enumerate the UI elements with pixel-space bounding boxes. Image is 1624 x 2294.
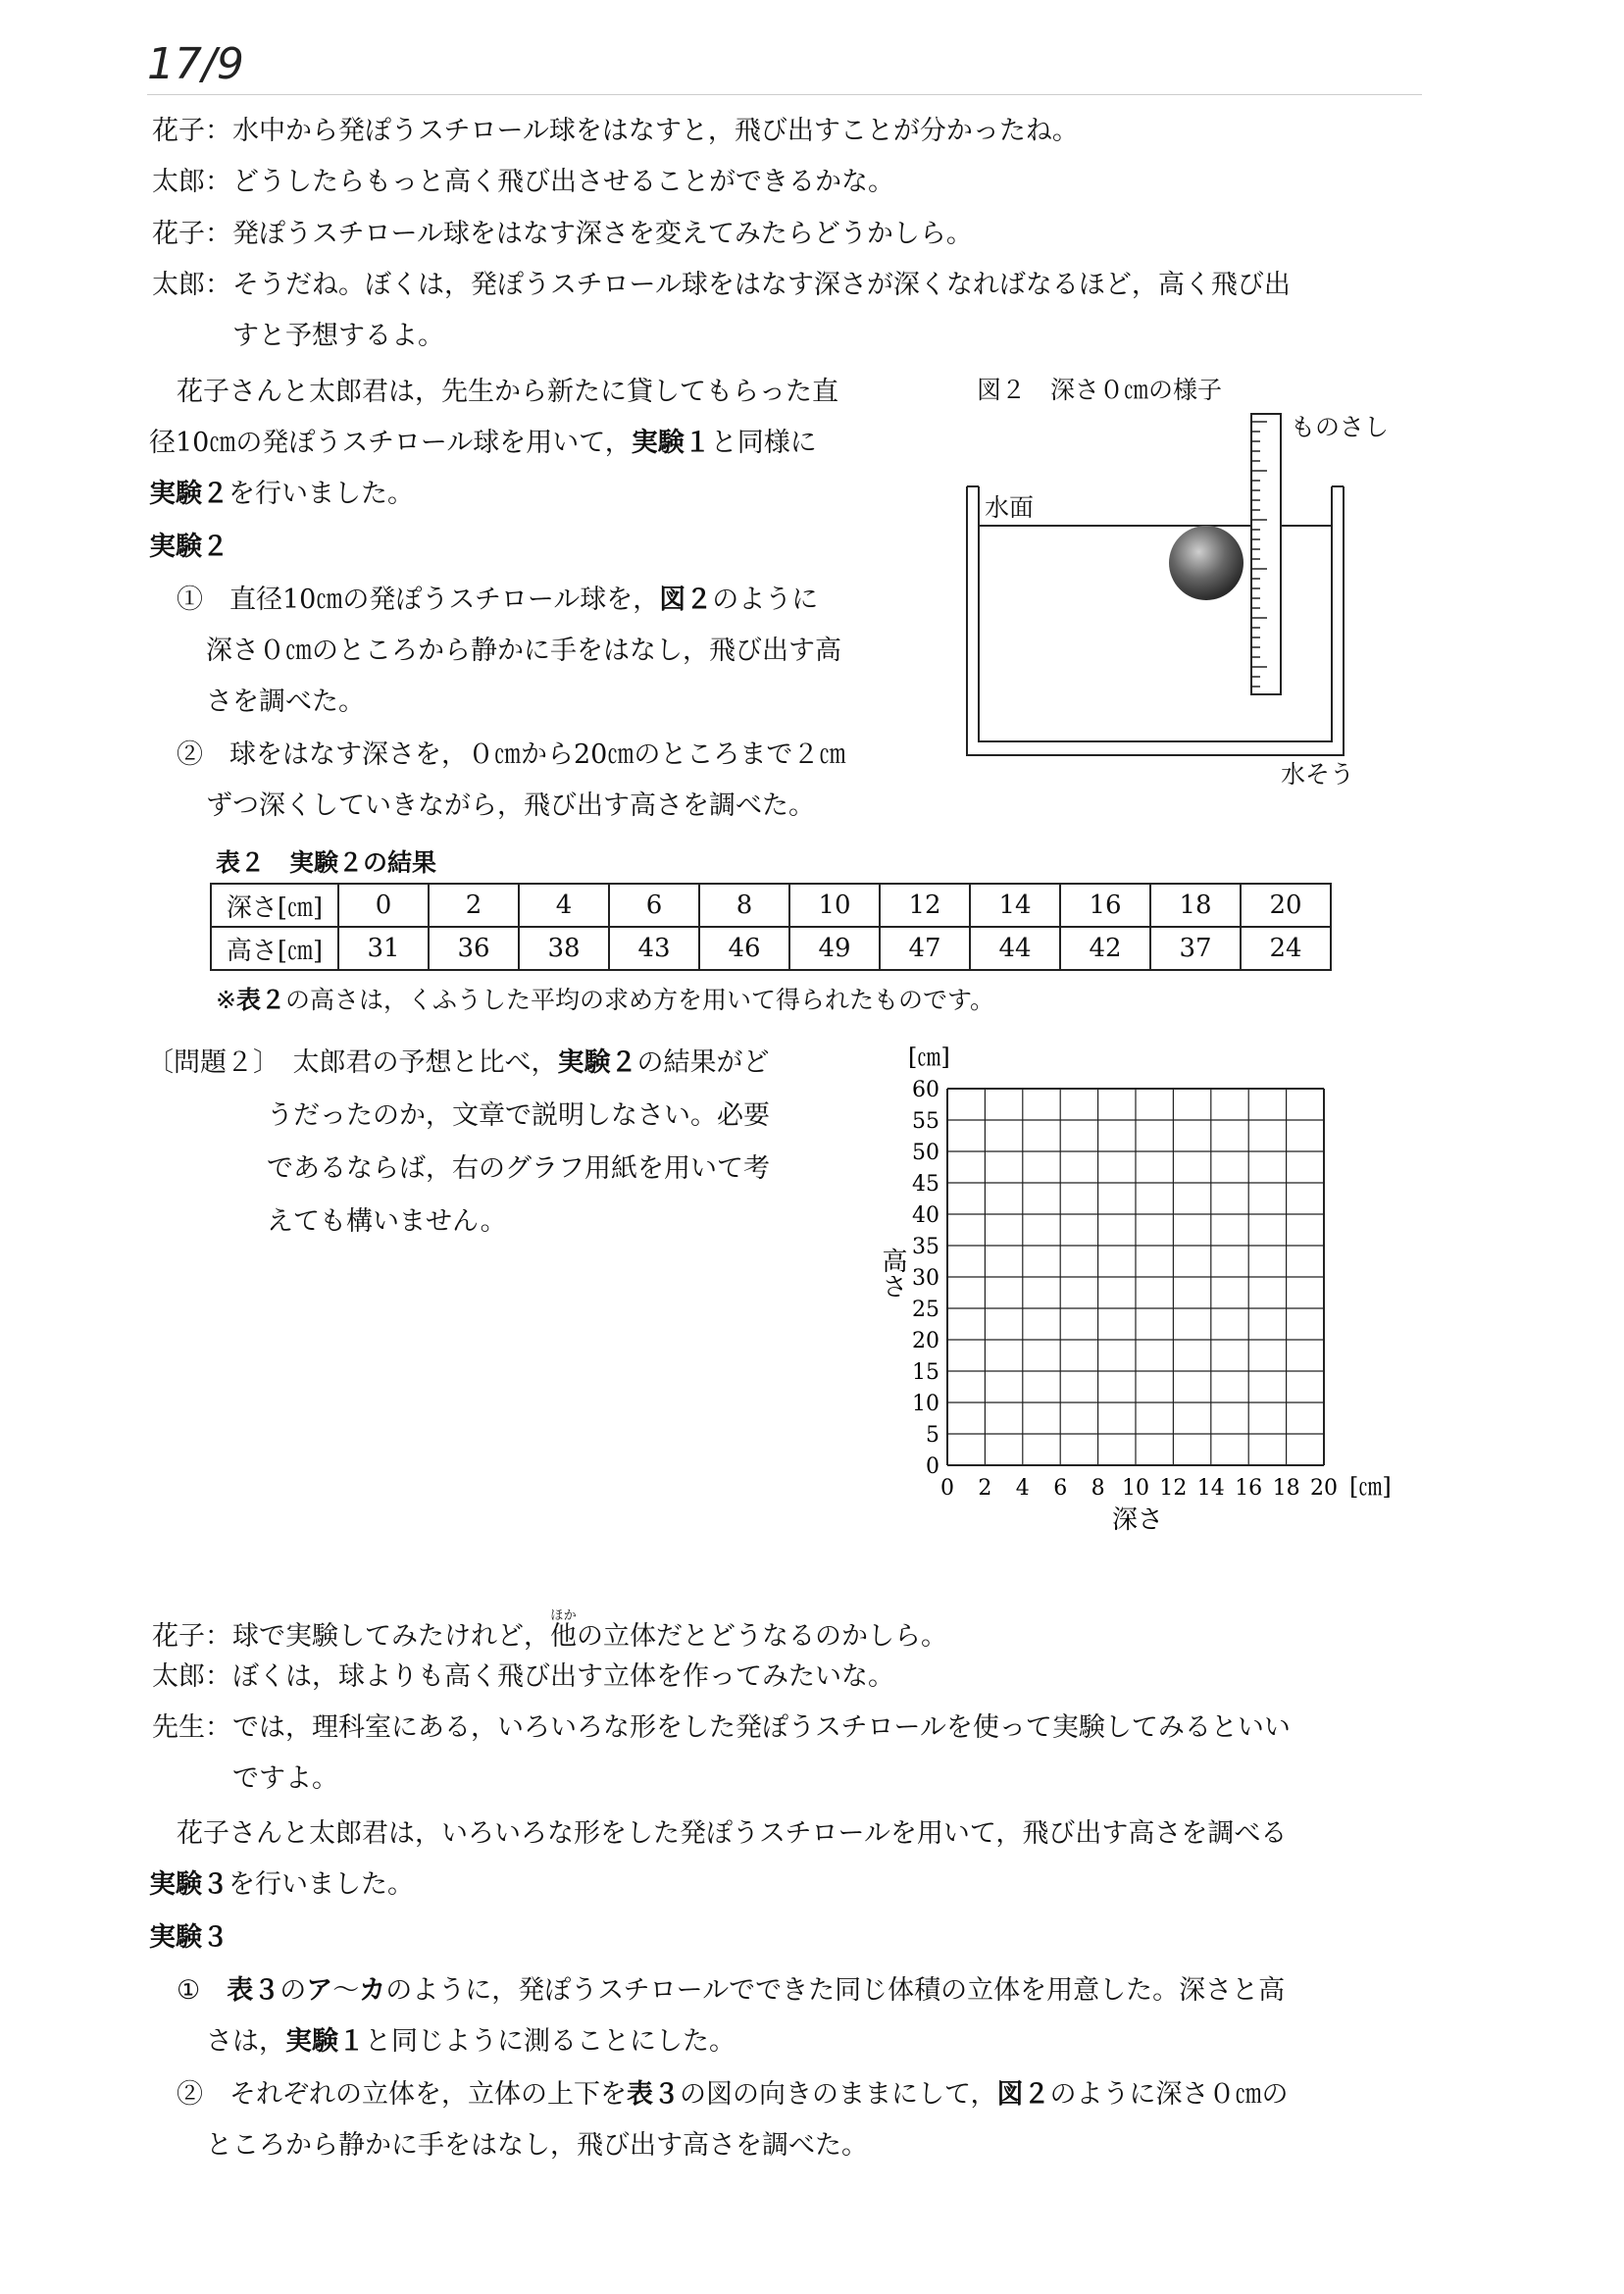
y-tick-label: 60 <box>912 1078 939 1102</box>
table-cell: 6 <box>609 884 699 927</box>
question2-line: うだったのか，文章で説明しなさい。必要 <box>267 1100 770 1131</box>
dialogue-text: どうしたらもっと高く飛び出させることができるかな。 <box>232 167 894 197</box>
exp3-step2-line: ところから静かに手をはなし，飛び出す高さを調べた。 <box>206 2130 868 2161</box>
exp2-step1-line: 深さ０㎝のところから静かに手をはなし，飛び出す高 <box>206 636 841 666</box>
ruler-label: ものさし <box>1291 413 1390 441</box>
exp3-step2: ② それぞれの立体を，立体の上下を表３の図の向きのままにして，図２のように深さ０㎝の <box>177 2079 1289 2110</box>
y-tick-label: 55 <box>912 1109 939 1134</box>
x-tick-label: 8 <box>1091 1476 1105 1501</box>
dialogue-line <box>152 114 1079 149</box>
experiment3-title: 実験３ <box>149 1922 228 1953</box>
graph-paper <box>863 1030 1412 1550</box>
table2 <box>210 883 1332 971</box>
table-cell: 36 <box>429 927 519 970</box>
table-cell: 37 <box>1150 927 1241 970</box>
y-tick-label: 40 <box>912 1203 939 1228</box>
y-tick-labels <box>912 1078 939 1479</box>
table-cell: 47 <box>880 927 970 970</box>
exp3-step1-line: さは，実験１と同じように測ることにした。 <box>206 2026 736 2057</box>
intro3-line: 花子さんと太郎君は，いろいろな形をした発ぽうスチロールを用いて，飛び出す高さを調べる <box>177 1818 1288 1849</box>
y-axis-title: 高さ <box>878 1248 907 1299</box>
dialogue-text: 水中から発ぽうスチロール球をはなすと，飛び出すことが分かったね。 <box>232 116 1079 146</box>
table-cell: 14 <box>970 884 1060 927</box>
styrofoam-ball <box>1169 526 1243 600</box>
x-tick-label: 6 <box>1053 1476 1068 1501</box>
x-tick-labels <box>940 1476 1338 1501</box>
y-tick-label: 0 <box>926 1454 939 1479</box>
question2: 〔問題２〕 太郎君の予想と比べ，実験２の結果がど <box>147 1047 770 1078</box>
dialogue-line: 花子：球で実験してみたけれど，他ほかの立体だとどうなるのかしら。 <box>152 1608 947 1655</box>
ruby-word: 他ほか <box>550 1608 577 1652</box>
exp2-step1: ① 直径10㎝の発ぽうスチロール球を，図２のように <box>177 585 819 615</box>
dialogue-text: 発ぽうスチロール球をはなす深さを変えてみたらどうかしら。 <box>232 219 973 249</box>
table-cell: 16 <box>1060 884 1150 927</box>
dialogue-line: 先生：では，理科室にある，いろいろな形をした発ぽうスチロールを使って実験してみるといい <box>152 1710 1291 1746</box>
table-cell: 4 <box>519 884 609 927</box>
x-tick-label: 4 <box>1015 1476 1030 1501</box>
dialogue-text: そうだね。ぼくは，発ぽうスチロール球をはなす深さが深くなればなるほど，高く飛び出 <box>232 270 1291 300</box>
y-tick-label: 45 <box>912 1172 939 1197</box>
speaker: 花子： <box>152 1621 231 1652</box>
speaker: 花子： <box>152 116 231 146</box>
dialogue-line: 太郎：ぼくは，球よりも高く飛び出す立体を作ってみたいな。 <box>152 1659 894 1695</box>
table-header-cell: 高さ[㎝] <box>211 927 338 970</box>
table-row <box>211 884 1331 927</box>
experiment2-title: 実験２ <box>149 532 228 562</box>
table-cell: 0 <box>338 884 429 927</box>
intro3-line: 実験３を行いました。 <box>149 1869 414 1900</box>
table-header-cell: 深さ[㎝] <box>211 884 338 927</box>
x-tick-label: 20 <box>1310 1476 1338 1501</box>
x-unit-label: [㎝] <box>1349 1473 1392 1501</box>
dialogue-line <box>152 165 894 200</box>
table-cell: 31 <box>338 927 429 970</box>
speaker: 太郎： <box>152 270 231 300</box>
scan-line <box>147 94 1422 95</box>
x-tick-label: 2 <box>978 1476 992 1501</box>
ruler <box>1251 414 1281 694</box>
question2-line: えても構いません。 <box>267 1206 507 1237</box>
y-tick-label: 20 <box>912 1329 939 1353</box>
dialogue-continuation: すと予想するよ。 <box>232 321 444 351</box>
grid-lines <box>947 1089 1324 1465</box>
exp2-step2-line: ずつ深くしていきながら，飛び出す高さを調べた。 <box>206 790 815 821</box>
table-cell: 10 <box>789 884 880 927</box>
table2-note: ※表２の高さは，くふうした平均の求め方を用いて得られたものです。 <box>216 986 994 1014</box>
table2-caption: 表２ 実験２の結果 <box>216 848 437 877</box>
y-tick-label: 10 <box>912 1392 939 1416</box>
table-cell: 42 <box>1060 927 1150 970</box>
exp2-step2: ② 球をはなす深さを，０㎝から20㎝のところまで２㎝ <box>177 739 846 770</box>
x-tick-label: 10 <box>1122 1476 1149 1501</box>
exp2-step1-line: さを調べた。 <box>206 687 365 717</box>
table-cell: 44 <box>970 927 1060 970</box>
x-tick-label: 12 <box>1159 1476 1188 1501</box>
table-cell: 2 <box>429 884 519 927</box>
y-tick-label: 5 <box>926 1423 939 1448</box>
figure2-diagram <box>951 402 1383 794</box>
y-tick-label: 15 <box>912 1360 939 1385</box>
table-cell: 43 <box>609 927 699 970</box>
page-number: 17/9 <box>147 39 244 89</box>
table-cell: 18 <box>1150 884 1241 927</box>
y-unit-label: [㎝] <box>908 1044 950 1071</box>
table-cell: 12 <box>880 884 970 927</box>
table-cell: 49 <box>789 927 880 970</box>
y-tick-label: 50 <box>912 1141 939 1165</box>
y-tick-label: 25 <box>912 1298 939 1322</box>
speaker: 先生： <box>152 1712 231 1743</box>
table-cell: 8 <box>699 884 789 927</box>
y-tick-label: 35 <box>912 1235 939 1259</box>
y-tick-label: 30 <box>912 1266 939 1291</box>
speaker: 花子： <box>152 219 231 249</box>
table-cell: 24 <box>1241 927 1331 970</box>
table-cell: 46 <box>699 927 789 970</box>
x-tick-label: 18 <box>1272 1476 1300 1501</box>
question2-line: であるならば，右のグラフ用紙を用いて考 <box>267 1153 770 1184</box>
intro-line: 花子さんと太郎君は，先生から新たに貸してもらった直 <box>177 377 838 407</box>
speaker: 太郎： <box>152 1661 231 1692</box>
dialogue-line <box>152 268 1291 303</box>
tank-label: 水そう <box>1281 760 1355 789</box>
x-axis-title: 深さ <box>1112 1505 1164 1535</box>
x-tick-label: 0 <box>940 1476 954 1501</box>
intro-line: 実験２を行いました。 <box>149 479 414 509</box>
exp3-step1: ① 表３のア～カのように，発ぽうスチロールでできた同じ体積の立体を用意した。深さと高 <box>177 1975 1286 2006</box>
water-surface-label: 水面 <box>985 493 1035 522</box>
dialogue-continuation: ですよ。 <box>232 1763 338 1794</box>
speaker: 太郎： <box>152 167 231 197</box>
intro-line: 径10㎝の発ぽうスチロール球を用いて，実験１と同様に <box>149 428 817 458</box>
tank-outer <box>967 486 1344 755</box>
table-cell: 38 <box>519 927 609 970</box>
x-tick-label: 16 <box>1235 1476 1263 1501</box>
dialogue-line <box>152 217 973 252</box>
figure2-caption: 図２ 深さ０㎝の様子 <box>977 376 1223 404</box>
table-row <box>211 927 1331 970</box>
x-tick-label: 14 <box>1196 1476 1225 1501</box>
table-cell: 20 <box>1241 884 1331 927</box>
